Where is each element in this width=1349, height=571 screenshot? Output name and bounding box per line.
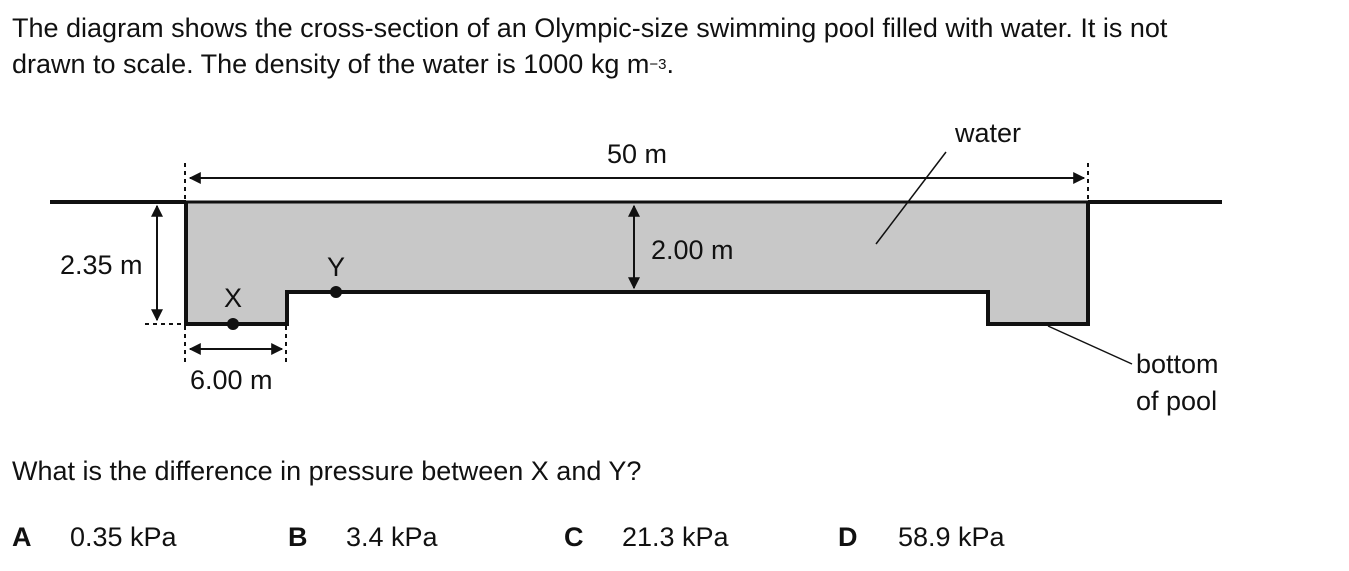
shallow-depth-label: 2.00 m	[651, 235, 734, 265]
option-d-value: 58.9 kPa	[898, 522, 1005, 552]
bottom-label-line1: bottom	[1136, 349, 1219, 379]
bottom-label-line2: of pool	[1136, 386, 1218, 416]
water-label: water	[955, 118, 1022, 148]
question-text: What is the difference in pressure between X and Y?	[12, 456, 642, 486]
deep-depth-label: 2.35 m	[60, 250, 143, 280]
stem-line-2-text: drawn to scale. The density of the water is 1000 kg m	[12, 49, 650, 79]
option-b[interactable]	[288, 522, 438, 553]
option-c-value: 21.3 kPa	[622, 522, 729, 552]
option-c[interactable]	[564, 522, 729, 553]
point-x-label: X	[223, 283, 243, 313]
stem-line-2-end: .	[666, 49, 674, 79]
option-d[interactable]	[838, 522, 1005, 553]
water-region	[186, 202, 1088, 324]
step-width-label: 6.00 m	[190, 365, 273, 395]
point-y-dot	[330, 286, 342, 298]
option-c-letter: C	[564, 522, 584, 552]
bottom-leader-line	[1048, 326, 1132, 364]
point-x-dot	[227, 318, 239, 330]
option-b-letter: B	[288, 522, 308, 552]
option-b-value: 3.4 kPa	[346, 522, 438, 552]
point-y-label: Y	[326, 252, 346, 282]
option-a[interactable]	[12, 522, 177, 553]
option-d-letter: D	[838, 522, 858, 552]
option-a-letter: A	[12, 522, 32, 552]
option-a-value: 0.35 kPa	[70, 522, 177, 552]
stem-line-1: The diagram shows the cross-section of an Olympic-size swimming pool filled with water. It is not	[12, 13, 1168, 43]
width-label: 50 m	[606, 139, 668, 169]
density-exponent: −3	[649, 56, 667, 73]
